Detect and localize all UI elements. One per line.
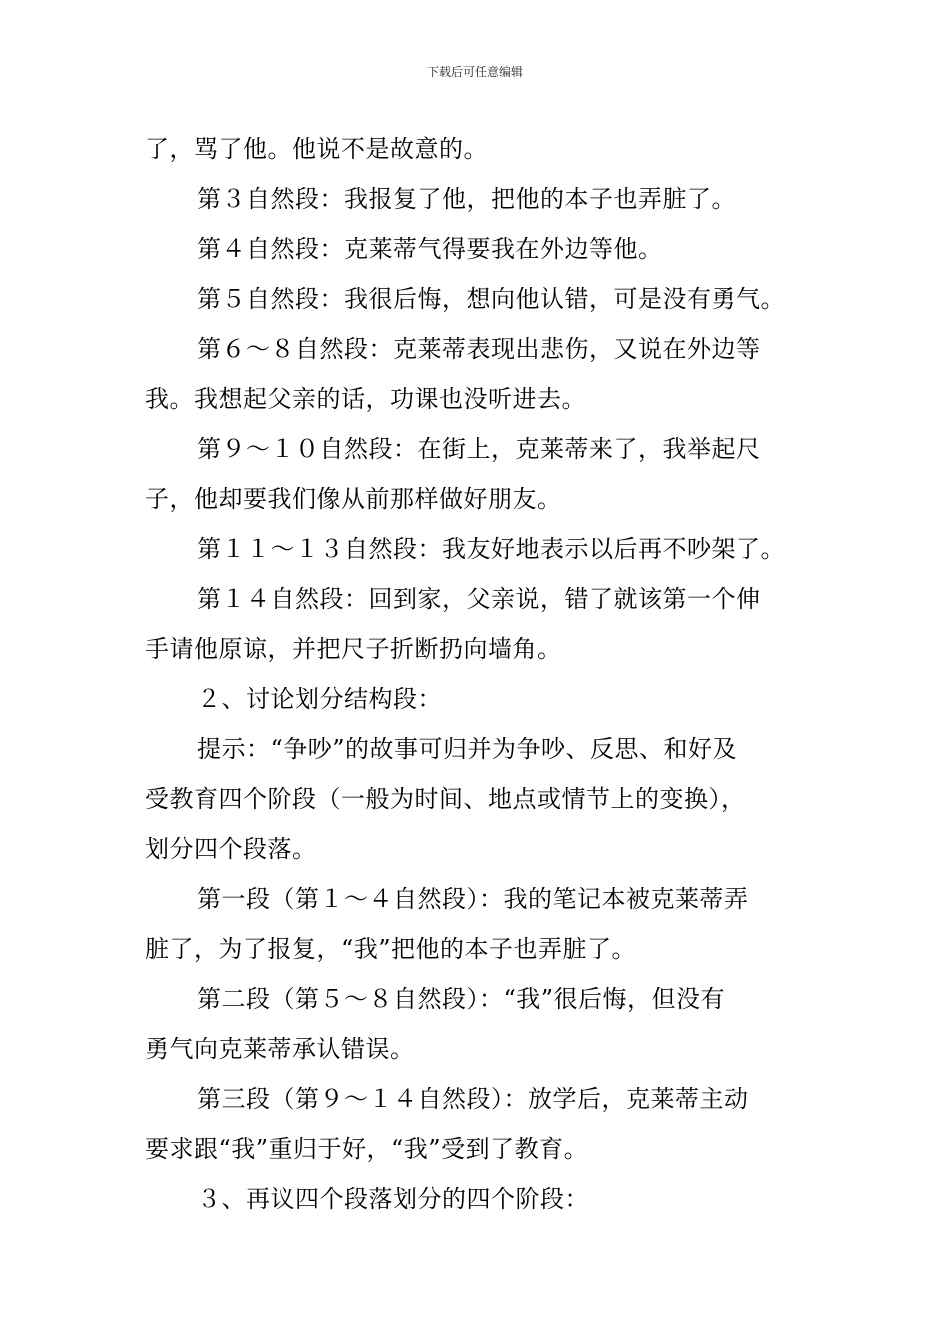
text-line: 划分四个段落。 (145, 835, 317, 863)
text-line: 第一段（第１～４自然段）：我的笔记本被克莱蒂弄 (197, 885, 749, 913)
text-line: 第４自然段：克莱蒂气得要我在外边等他。 (197, 235, 663, 263)
text-line: 第３自然段：我报复了他，把他的本子也弄脏了。 (197, 185, 736, 213)
text-line: 第５自然段：我很后悔，想向他认错，可是没有勇气。 (197, 285, 785, 313)
text-line: 第６～８自然段：克莱蒂表现出悲伤，又说在外边等 (197, 335, 761, 363)
text-line: 受教育四个阶段（一般为时间、地点或情节上的变换）， (145, 785, 746, 813)
text-line: 我。我想起父亲的话，功课也没听进去。 (145, 385, 586, 413)
text-line: 要求跟“我”重归于好，“我”受到了教育。 (145, 1135, 589, 1163)
text-line: 第９～１０自然段：在街上，克莱蒂来了，我举起尺 (197, 435, 761, 463)
text-line: 第１４自然段：回到家，父亲说，错了就该第一个伸 (197, 585, 761, 613)
text-line: 手请他原谅，并把尺子折断扔向墙角。 (145, 635, 562, 663)
text-line: 第三段（第９～１４自然段）：放学后，克莱蒂主动 (197, 1085, 749, 1113)
text-line: 第二段（第５～８自然段）：“我”很后悔，但没有 (197, 985, 726, 1013)
section-heading: ２、讨论划分结构段： (197, 685, 442, 713)
text-line: 提示：“争吵”的故事可归并为争吵、反思、和好及 (197, 735, 738, 763)
section-heading: ３、再议四个段落划分的四个阶段： (197, 1185, 589, 1213)
text-line: 脏了，为了报复，“我”把他的本子也弄脏了。 (145, 935, 637, 963)
page-header: 下载后可任意编辑 (426, 65, 523, 79)
text-line: 勇气向克莱蒂承认错误。 (145, 1035, 415, 1063)
text-line: 了，骂了他。他说不是故意的。 (145, 135, 488, 163)
document-body (145, 124, 810, 1224)
text-line: 子，他却要我们像从前那样做好朋友。 (145, 485, 562, 513)
text-line: 第１１～１３自然段：我友好地表示以后再不吵架了。 (197, 535, 785, 563)
